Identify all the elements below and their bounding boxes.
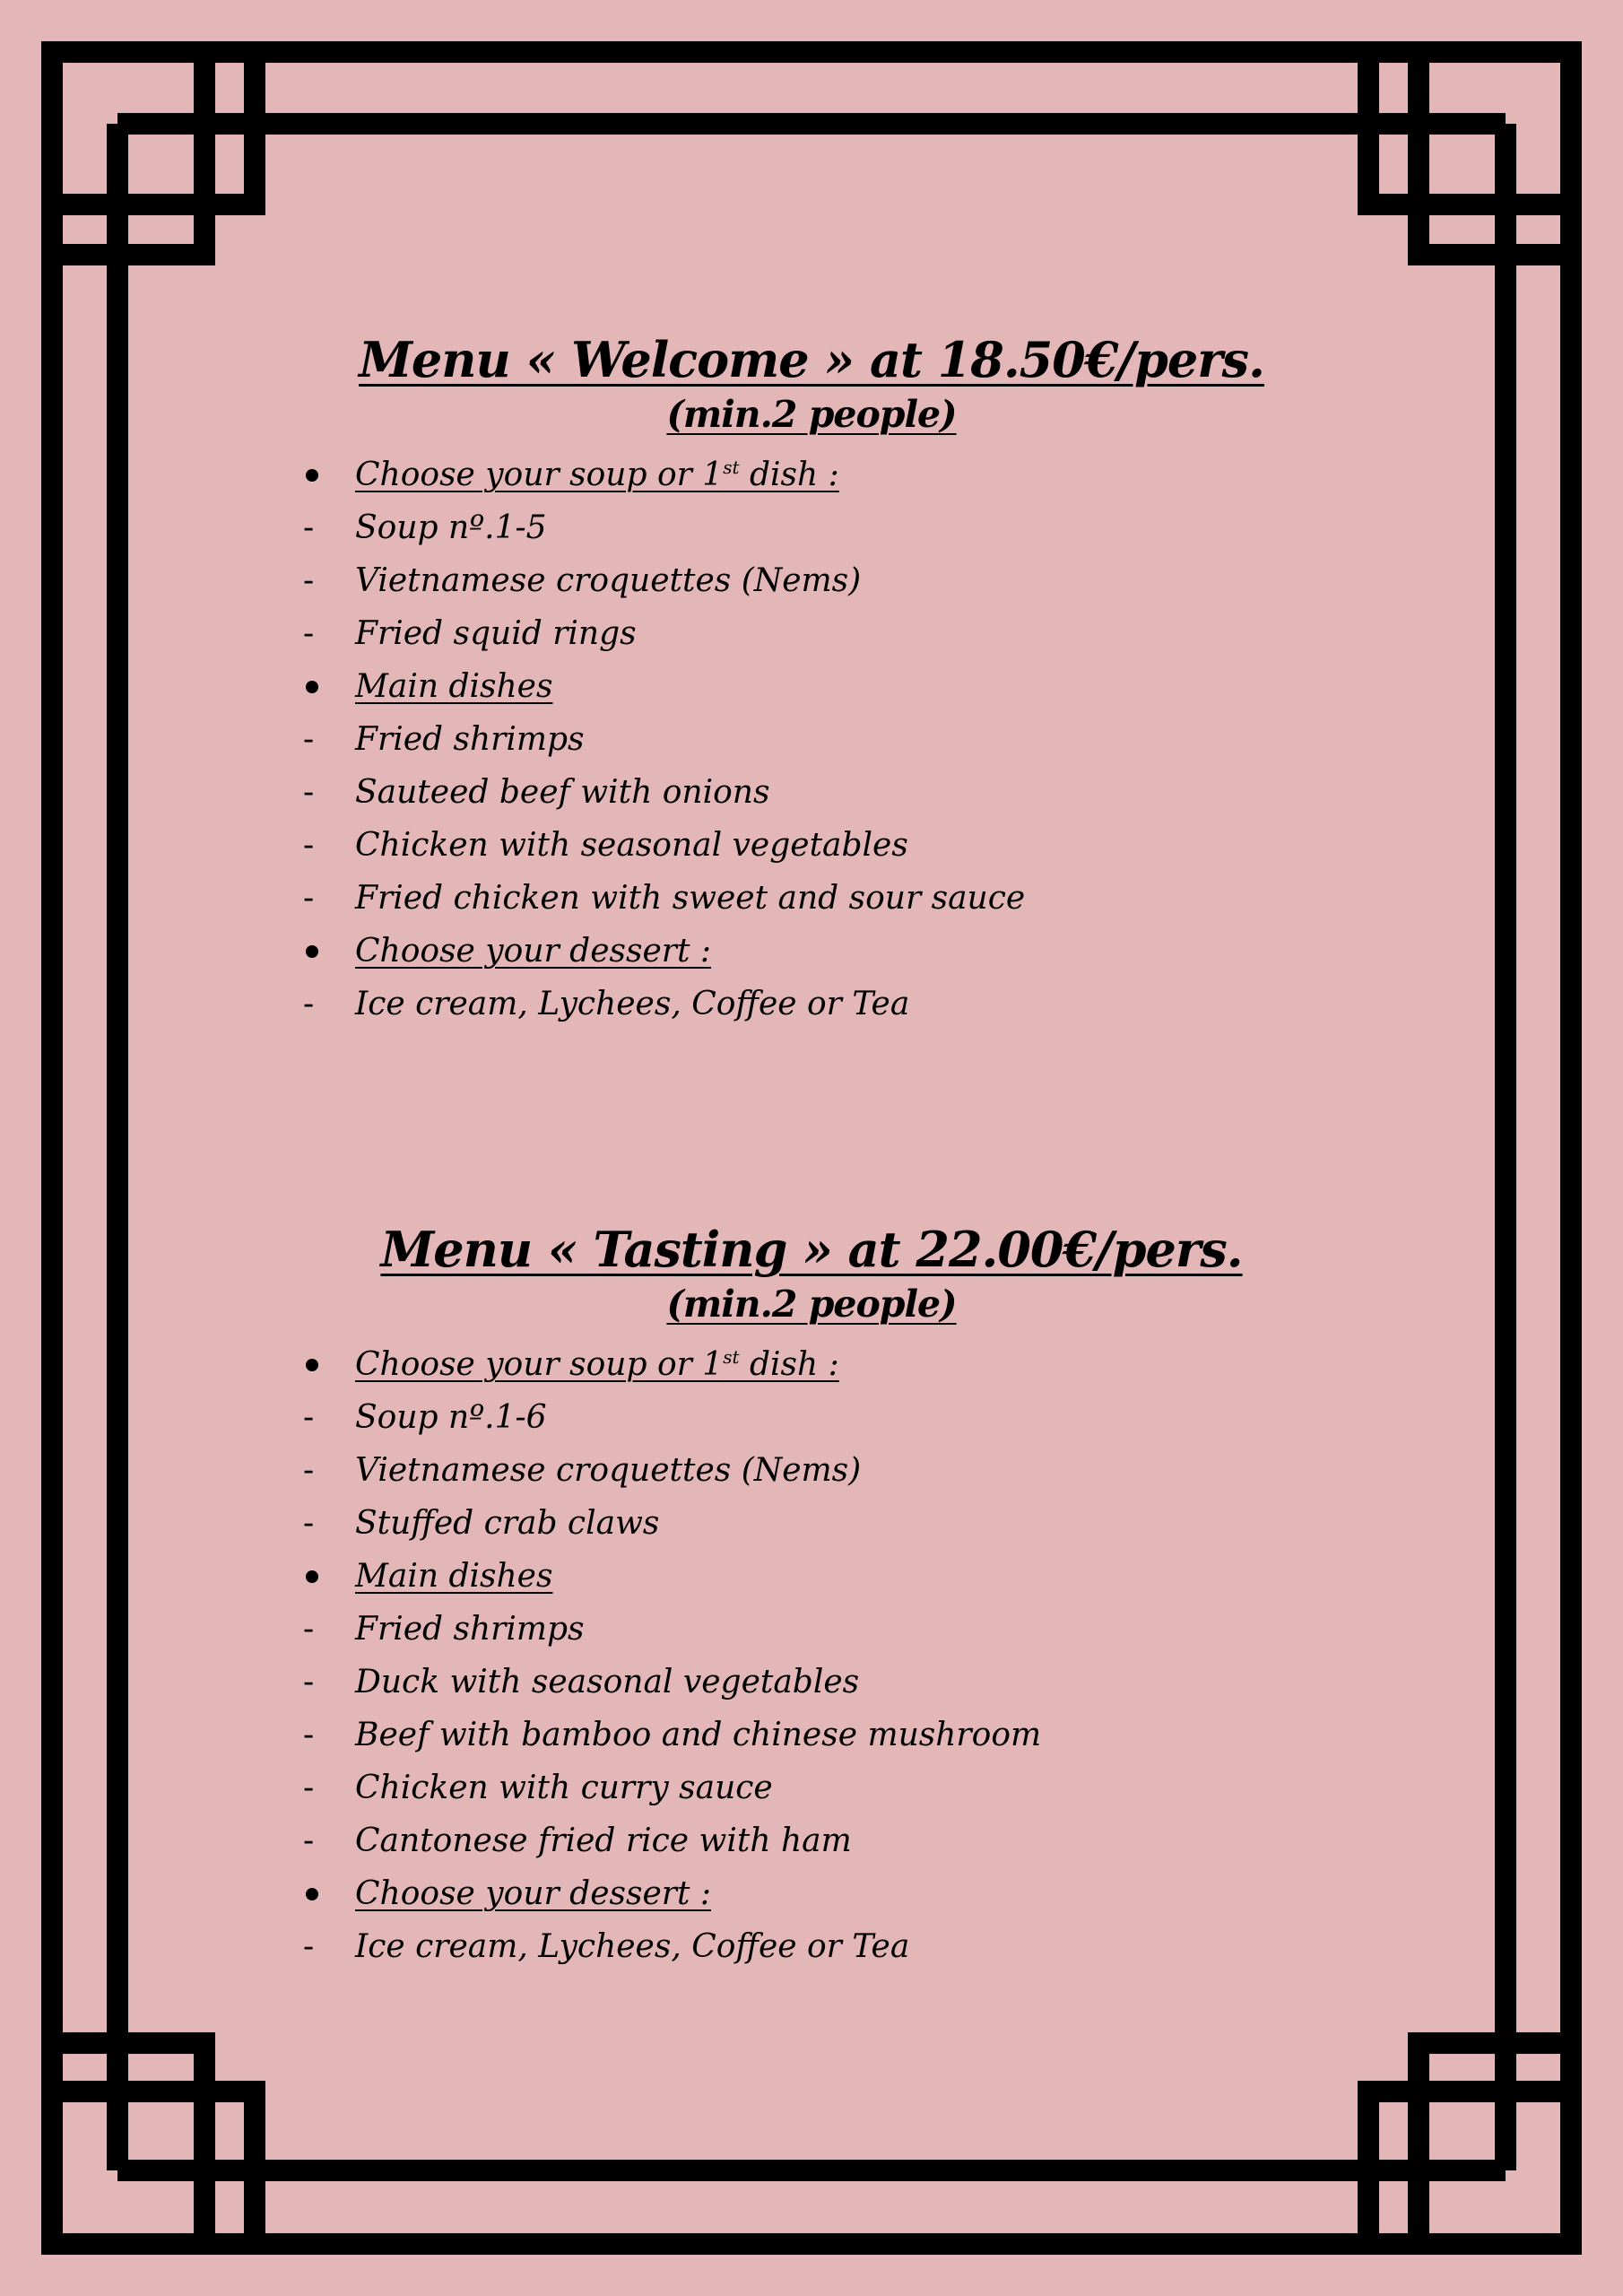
dash-marker: -: [303, 1399, 315, 1436]
dash-marker: -: [303, 562, 315, 599]
dash-marker: -: [303, 880, 315, 917]
dash-marker: -: [303, 827, 315, 864]
dish-name: Beef with bamboo and chinese mushroom: [355, 1717, 1042, 1753]
menu-dish-item: [0, 1814, 1623, 1867]
bullet-icon: [306, 945, 318, 958]
dash-marker: -: [303, 1770, 315, 1806]
menu-dish-item: [0, 1391, 1623, 1444]
dish-name: Soup nº.1-5: [355, 509, 547, 546]
dash-marker: -: [303, 1452, 315, 1489]
dish-name: Fried shrimps: [355, 1611, 585, 1648]
menu-subtitle: (min.2 people): [666, 1283, 957, 1326]
dish-name: Vietnamese croquettes (Nems): [355, 562, 862, 599]
menu-dish-item: [0, 1497, 1623, 1550]
superscript: st: [723, 457, 740, 478]
menu-dish-item: [0, 607, 1623, 660]
menu-subtitle: (min.2 people): [666, 393, 957, 436]
menu-tasting: [0, 1220, 1623, 1973]
superscript: st: [723, 1346, 740, 1368]
menu-dish-item: [0, 819, 1623, 872]
menu-dish-item: [0, 1920, 1623, 1973]
dash-marker: -: [303, 1717, 315, 1753]
menu-dish-item: [0, 501, 1623, 554]
dash-marker: -: [303, 1505, 315, 1542]
dash-marker: -: [303, 721, 315, 758]
menu-item-list: [0, 448, 1623, 1031]
dash-marker: -: [303, 774, 315, 811]
dish-name: Soup nº.1-6: [355, 1399, 547, 1436]
dash-marker: -: [303, 1611, 315, 1648]
menu-dish-item: [0, 713, 1623, 766]
menu-dish-item: [0, 978, 1623, 1031]
dish-name: Cantonese fried rice with ham: [355, 1822, 852, 1859]
dash-marker: -: [303, 1822, 315, 1859]
menu-item-list: [0, 1338, 1623, 1973]
dish-name: Fried squid rings: [355, 615, 637, 652]
section-heading-text: Main dishes: [355, 668, 553, 705]
dish-name: Fried shrimps: [355, 721, 585, 758]
dish-name: Chicken with seasonal vegetables: [355, 827, 908, 864]
menu-section-heading: [0, 1867, 1623, 1920]
bullet-icon: [306, 681, 318, 693]
dish-name: Ice cream, Lychees, Coffee or Tea: [355, 1928, 910, 1965]
dish-name: Chicken with curry sauce: [355, 1770, 773, 1806]
section-heading-text: Choose your dessert :: [355, 933, 712, 970]
menu-dish-item: [0, 1709, 1623, 1761]
menu-section-heading: [0, 1550, 1623, 1603]
section-heading-text: Choose your dessert :: [355, 1875, 712, 1912]
dish-name: Stuffed crab claws: [355, 1505, 660, 1542]
dash-marker: -: [303, 509, 315, 546]
menu-dish-item: [0, 1761, 1623, 1814]
bullet-icon: [306, 1359, 318, 1371]
dish-name: Duck with seasonal vegetables: [355, 1664, 860, 1700]
menu-section-heading: [0, 448, 1623, 501]
dash-marker: -: [303, 986, 315, 1022]
menu-dish-item: [0, 1656, 1623, 1709]
dish-name: Ice cream, Lychees, Coffee or Tea: [355, 986, 910, 1022]
menu-dish-item: [0, 872, 1623, 925]
menu-section-heading: [0, 660, 1623, 713]
section-heading-text: Choose your soup or 1st dish :: [355, 457, 839, 493]
bullet-icon: [306, 1570, 318, 1583]
menu-dish-item: [0, 766, 1623, 819]
section-heading-text: Choose your soup or 1st dish :: [355, 1346, 839, 1383]
dash-marker: -: [303, 1664, 315, 1700]
menu-dish-item: [0, 1603, 1623, 1656]
bullet-icon: [306, 469, 318, 482]
dash-marker: -: [303, 615, 315, 652]
menu-section-heading: [0, 1338, 1623, 1391]
dish-name: Vietnamese croquettes (Nems): [355, 1452, 862, 1489]
menu-dish-item: [0, 1444, 1623, 1497]
dish-name: Fried chicken with sweet and sour sauce: [355, 880, 1026, 917]
menu-section-heading: [0, 925, 1623, 978]
section-heading-text: Main dishes: [355, 1558, 553, 1595]
bullet-icon: [306, 1888, 318, 1900]
dish-name: Sauteed beef with onions: [355, 774, 770, 811]
menu-welcome: [0, 330, 1623, 1031]
menu-title: Menu « Welcome » at 18.50€/pers.: [359, 331, 1264, 388]
dash-marker: -: [303, 1928, 315, 1965]
menu-dish-item: [0, 554, 1623, 607]
menu-title: Menu « Tasting » at 22.00€/pers.: [380, 1221, 1243, 1278]
